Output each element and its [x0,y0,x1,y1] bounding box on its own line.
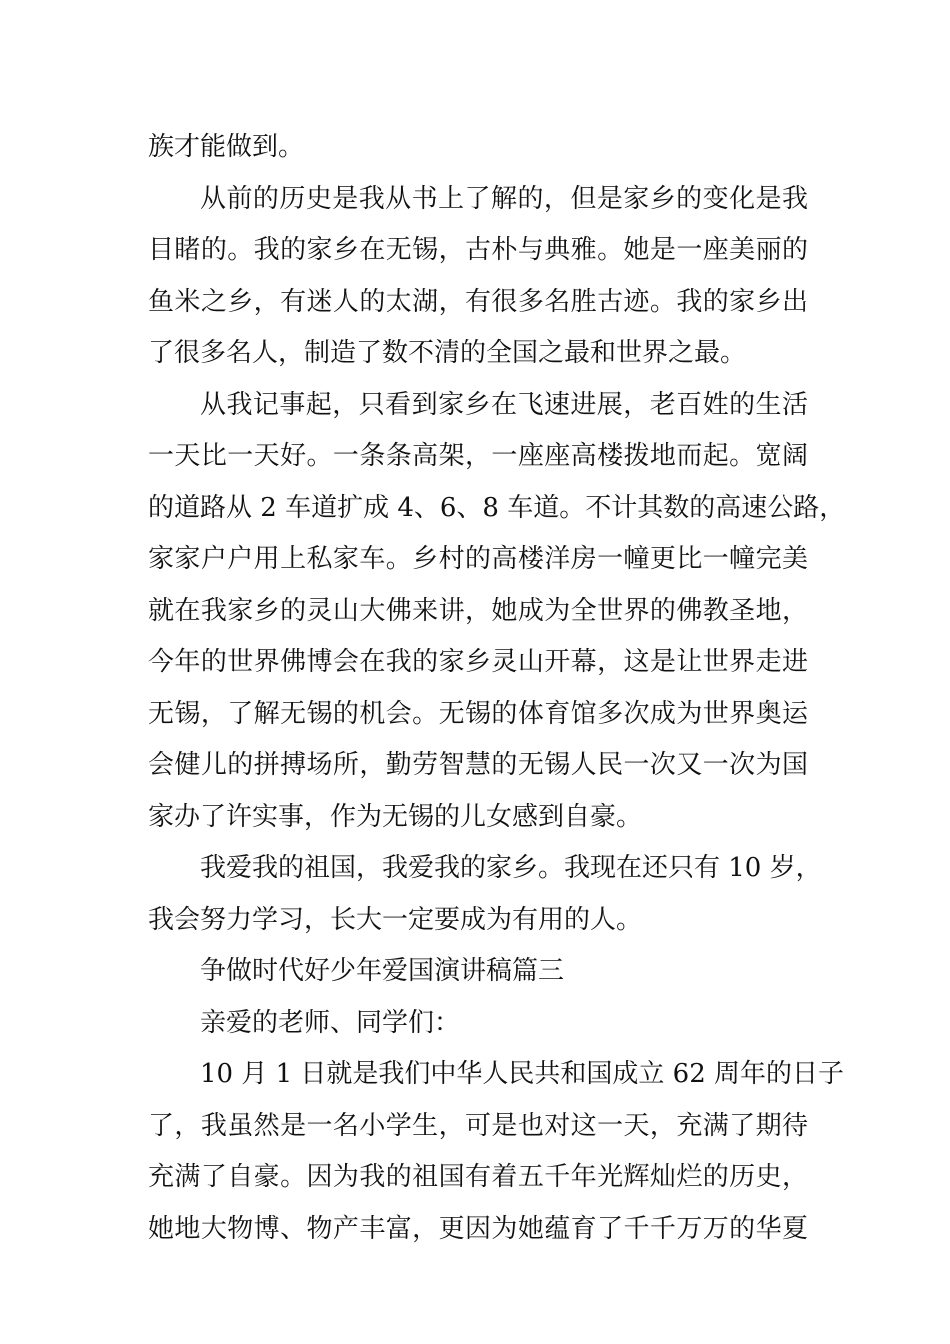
text-line: 了，我虽然是一名小学生，可是也对这一天，充满了期待 [148,1110,808,1141]
paragraph-first-line: 我爱我的祖国，我爱我的家乡。我现在还只有 10 岁， [200,853,822,883]
text-line: 了很多名人，制造了数不清的全国之最和世界之最。 [148,338,747,368]
text-line: 她地大物博、物产丰富，更因为她蕴育了千千万万的华夏 [148,1213,808,1244]
text-line: 一天比一天好。一条条高架，一座座高楼拨地而起。宽阔 [148,441,808,471]
salutation: 亲爱的老师、同学们： [200,1007,461,1038]
text-line: 家办了许实事，作为无锡的儿女感到自豪。 [148,801,643,832]
text-line: 目睹的。我的家乡在无锡，古朴与典雅。她是一座美丽的 [148,235,808,265]
text-line: 族才能做到。 [148,132,305,162]
document-body [148,122,846,1255]
section-heading: 争做时代好少年爱国演讲稿篇三 [200,956,565,986]
paragraph-first-line: 从我记事起，只看到家乡在飞速进展，老百姓的生活 [200,389,808,420]
paragraph-first-line: 从前的历史是我从书上了解的，但是家乡的变化是我 [200,183,808,214]
text-line: 会健儿的拼搏场所，勤劳智慧的无锡人民一次又一次为国 [148,750,808,780]
paragraph-first-line: 10 月 1 日就是我们中华人民共和国成立 62 周年的日子 [200,1059,845,1089]
text-line: 家家户户用上私家车。乡村的高楼洋房一幢更比一幢完美 [148,544,808,574]
text-line: 我会努力学习，长大一定要成为有用的人。 [148,904,643,935]
text-line: 充满了自豪。因为我的祖国有着五千年光辉灿烂的历史， [148,1162,808,1192]
text-line: 无锡，了解无锡的机会。无锡的体育馆多次成为世界奥运 [148,698,808,729]
text-line: 就在我家乡的灵山大佛来讲，她成为全世界的佛教圣地， [148,595,808,626]
text-line: 的道路从 2 车道扩成 4、6、8 车道。不计其数的高速公路， [148,492,846,523]
text-line: 鱼米之乡，有迷人的太湖，有很多名胜古迹。我的家乡出 [148,286,808,317]
text-line: 今年的世界佛博会在我的家乡灵山开幕，这是让世界走进 [148,647,808,677]
